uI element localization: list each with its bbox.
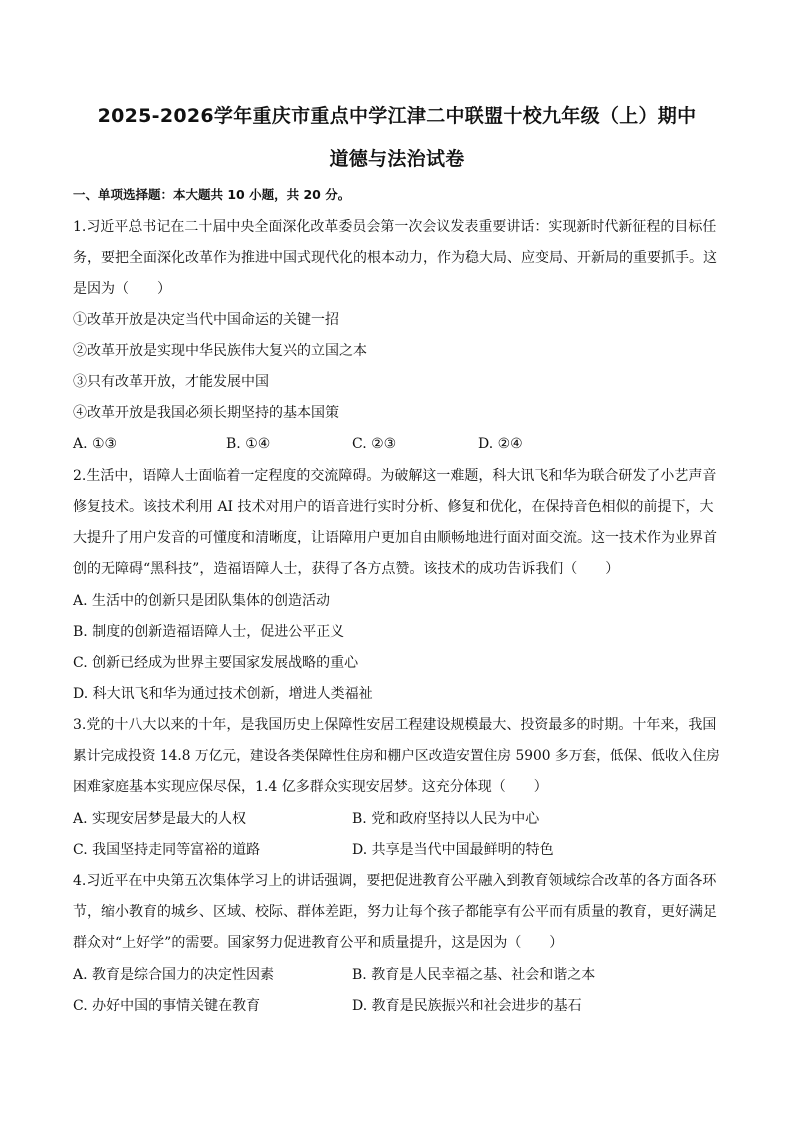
question-3-option-c[interactable]: C. 我国坚持走同等富裕的道路 [73, 842, 261, 858]
exam-title-line-2: 道德与法治试卷 [329, 148, 465, 170]
question-2-stem-line-2: 修复技术。该技术利用 AI 技术对用户的语音进行实时分析、修复和优化，在保持音色相似的前提下，大 [73, 499, 714, 515]
question-1-option-c[interactable]: C. ②③ [352, 436, 397, 452]
question-1-stem-line-3: 是因为（ ） [73, 281, 171, 297]
question-2-option-d[interactable]: D. 科大讯飞和华为通过技术创新，增进人类福祉 [73, 686, 373, 702]
section-heading: 一、单项选择题：本大题共 10 小题，共 20 分。 [73, 187, 351, 202]
question-1-statement-2: ②改革开放是实现中华民族伟大复兴的立国之本 [73, 343, 367, 359]
question-1-statement-4: ④改革开放是我国必须长期坚持的基本国策 [73, 405, 339, 421]
question-1-stem-line-2: 务，要把全面深化改革作为推进中国式现代化的根本动力，作为稳大局、应变局、开新局的重要抓手。这 [73, 250, 717, 266]
question-4-option-a[interactable]: A. 教育是综合国力的决定性因素 [73, 967, 275, 983]
question-3-option-d[interactable]: D. 共享是当代中国最鲜明的特色 [352, 842, 554, 858]
question-4-stem-line-3: 群众对“上好学”的需要。国家努力促进教育公平和质量提升，这是因为（ ） [73, 935, 564, 951]
question-4-stem-line-2: 节，缩小教育的城乡、区域、校际、群体差距，努力让每个孩子都能享有公平而有质量的教育，更好满足 [73, 904, 717, 920]
question-4-option-b[interactable]: B. 教育是人民幸福之基、社会和谐之本 [352, 967, 596, 983]
question-2-stem-line-4: 创的无障碍“黑科技”，造福语障人士，获得了各方点赞。该技术的成功告诉我们（ ） [73, 561, 620, 577]
question-2-option-b[interactable]: B. 制度的创新造福语障人士，促进公平正义 [73, 624, 345, 640]
question-4-option-c[interactable]: C. 办好中国的事情关键在教育 [73, 998, 261, 1014]
question-4-option-d[interactable]: D. 教育是民族振兴和社会进步的基石 [352, 998, 582, 1014]
question-1-stem-line-1: 1.习近平总书记在二十届中央全面深化改革委员会第一次会议发表重要讲话：实现新时代新征程的目标任 [73, 219, 717, 235]
question-4-stem-line-1: 4.习近平在中央第五次集体学习上的讲话强调，要把促进教育公平融入到教育领域综合改革的各方面各环 [73, 873, 717, 889]
question-3-option-a[interactable]: A. 实现安居梦是最大的人权 [73, 811, 247, 827]
question-3-stem-line-3: 困难家庭基本实现应保尽保，1.4 亿多群众实现安居梦。这充分体现（ ） [73, 779, 548, 795]
question-1-option-b[interactable]: B. ①④ [226, 436, 271, 452]
question-3-stem-line-2: 累计完成投资 14.8 万亿元，建设各类保障性住房和棚户区改造安置住房 5900 多万套，低保、低收入住房 [73, 748, 720, 764]
question-3-stem-line-1: 3.党的十八大以来的十年，是我国历史上保障性安居工程建设规模最大、投资最多的时期。十年来，我国 [73, 717, 717, 733]
question-3-option-b[interactable]: B. 党和政府坚持以人民为中心 [352, 811, 540, 827]
question-1-statement-3: ③只有改革开放，才能发展中国 [73, 374, 269, 390]
question-1-statement-1: ①改革开放是决定当代中国命运的关键一招 [73, 312, 339, 328]
question-2-stem-line-1: 2.生活中，语障人士面临着一定程度的交流障碍。为破解这一难题，科大讯飞和华为联合研发了小艺声音 [73, 468, 717, 484]
question-2-stem-line-3: 大提升了用户发音的可懂度和清晰度，让语障用户更加自由顺畅地进行面对面交流。这一技术作为业界首 [73, 530, 717, 546]
question-2-option-a[interactable]: A. 生活中的创新只是团队集体的创造活动 [73, 593, 331, 609]
exam-title-line-1: 2025-2026学年重庆市重点中学江津二中联盟十校九年级（上）期中 [97, 105, 697, 127]
question-1-option-d[interactable]: D. ②④ [478, 436, 523, 452]
question-1-option-a[interactable]: A. ①③ [73, 436, 118, 452]
question-2-option-c[interactable]: C. 创新已经成为世界主要国家发展战略的重心 [73, 655, 359, 671]
